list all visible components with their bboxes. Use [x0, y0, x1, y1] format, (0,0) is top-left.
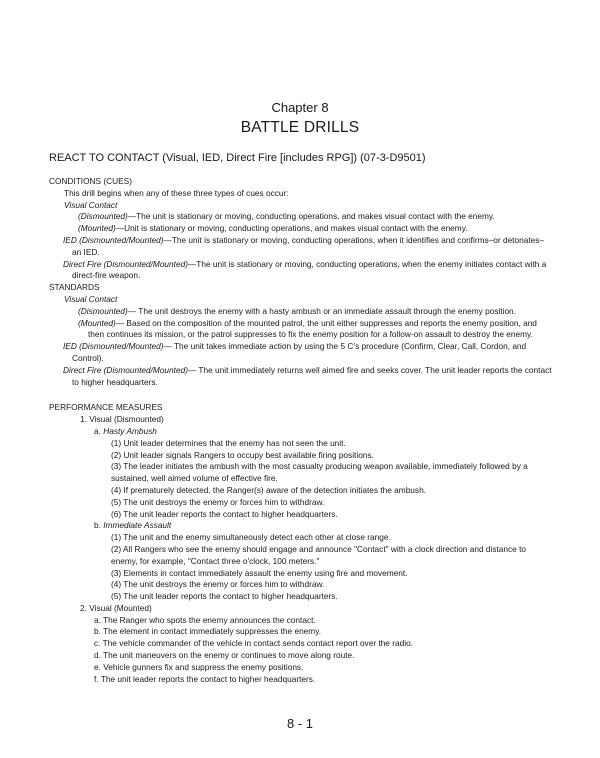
chapter-title: BATTLE DRILLS: [240, 119, 360, 136]
hasty-ambush-label: Hasty Ambush: [103, 425, 157, 436]
conditions-visual-label: Visual Contact: [64, 199, 118, 210]
conditions-intro: This drill begins when any of these three types of cues occur:: [64, 187, 289, 198]
standards-direct-fire: [0, 365, 552, 389]
page-number: 8 - 1: [286, 716, 313, 731]
list-item: (3) The leader initiates the ambush with the most casualty producing weapon available, immediately followed by a sustained, well aimed volume of effective fire.: [111, 461, 528, 484]
performance-heading: PERFORMANCE MEASURES: [49, 402, 163, 413]
chapter-label: Chapter 8: [271, 100, 329, 115]
immediate-assault-heading: [0, 520, 600, 532]
standards-visual-label: Visual Contact: [64, 293, 118, 304]
conditions-visual-mounted: [0, 223, 543, 235]
standards-ied: [0, 341, 552, 365]
list-item: (6) The unit leader reports the contact to higher headquarters.: [111, 508, 338, 519]
list-item: (1) Unit leader determines that the enemy has not seen the unit.: [111, 437, 346, 448]
conditions-visual-dismounted-text: —The unit is stationary or moving, conducting operations, and makes visual contact with the enemy.: [127, 211, 495, 222]
immediate-assault-label: Immediate Assault: [103, 520, 172, 531]
standards-ied-text: — The unit takes immediate action by using the 5 C’s procedure (Confirm, Clear, Call, Cordon, and Control).: [72, 341, 527, 363]
list-item: c. The vehicle commander of the vehicle in contact sends contact report over the radio.: [94, 638, 413, 649]
list-item: (5) The unit leader reports the contact to higher headquarters.: [111, 591, 338, 602]
conditions-ied-label: IED (Dismounted/Mounted): [63, 234, 164, 245]
document-body: [0, 176, 600, 685]
standards-heading: STANDARDS: [49, 282, 100, 293]
list-item: (2) Unit leader signals Rangers to occupy best available firing positions.: [111, 449, 374, 460]
list-item: e. Vehicle gunners fix and suppress the enemy positions.: [94, 661, 304, 672]
list-item: (5) The unit destroys the enemy or forces him to withdraw.: [111, 496, 325, 507]
standards-direct-fire-label: Direct Fire (Dismounted/Mounted): [63, 364, 188, 375]
standards-ied-label: IED (Dismounted/Mounted): [63, 341, 164, 352]
standards-visual-dismounted: [0, 306, 543, 318]
list-item: (4) If prematurely detected, the Ranger(s) aware of the detection initiates the ambush.: [111, 484, 426, 495]
visual-dismounted-heading: 1. Visual (Dismounted): [80, 414, 164, 425]
standards-visual-dismounted-label: (Dismounted): [78, 305, 128, 316]
conditions-visual-dismounted: [0, 211, 543, 223]
drill-title: REACT TO CONTACT (Visual, IED, Direct Fire [includes RPG]) (07-3-D9501): [49, 152, 426, 164]
standards-visual-dismounted-text: — The unit destroys the enemy with a hasty ambush or an immediate assault through the enemy position.: [127, 305, 516, 316]
list-item: a. The Ranger who spots the enemy announces the contact.: [94, 614, 316, 625]
conditions-visual-mounted-label: (Mounted): [78, 223, 116, 234]
list-item: f. The unit leader reports the contact to higher headquarters.: [94, 673, 316, 684]
conditions-ied: [0, 235, 552, 259]
conditions-direct-fire-text: —The unit is stationary or moving, conducting operations, when the enemy initiates contact with a direct-fire weapon.: [72, 258, 547, 281]
conditions-visual-dismounted-label: (Dismounted): [78, 211, 128, 222]
list-item: (4) The unit destroys the enemy or forces him to withdraw.: [111, 579, 325, 590]
conditions-direct-fire-label: Direct Fire (Dismounted/Mounted): [63, 258, 188, 269]
conditions-direct-fire: [0, 259, 552, 283]
list-item: b. The element in contact immediately suppresses the enemy.: [94, 626, 322, 637]
immediate-assault-prefix: b.: [94, 520, 104, 531]
visual-mounted-heading: 2. Visual (Mounted): [80, 602, 152, 613]
list-item: d. The unit maneuvers on the enemy or continues to move along route.: [94, 650, 355, 661]
standards-visual-mounted-label: (Mounted): [78, 317, 116, 328]
conditions-visual-mounted-text: —Unit is stationary or moving, conducting operations, and makes visual contact with the enemy.: [115, 223, 468, 234]
list-item: (2) All Rangers who see the enemy should engage and announce "Contact" with a clock direction and distance to enemy, for example, "Contact three o'clock, 100 meters.": [111, 543, 526, 566]
hasty-ambush-heading: [0, 426, 600, 438]
standards-direct-fire-text: — The unit immediately returns well aimed fire and seeks cover. The unit leader reports the contact to higher headquarters.: [72, 364, 552, 387]
list-item: (3) Elements in contact immediately assault the enemy using fire and movement.: [111, 567, 408, 578]
standards-visual-mounted: [0, 318, 543, 342]
conditions-ied-text: —The unit is stationary or moving, conducting operations, when it identifies and confirms–or detonates–an IED.: [72, 234, 545, 257]
hasty-ambush-prefix: a.: [94, 425, 104, 436]
standards-visual-mounted-text: — Based on the composition of the mounted patrol, the unit either suppresses and reports the enemy position, and then continues its mission, or the patrol suppresses to fix the enemy position for a follow-on assault to destroy the enemy.: [88, 317, 537, 340]
conditions-heading: CONDITIONS (CUES): [49, 176, 132, 186]
list-item: (1) The unit and the enemy simultaneously detect each other at close range.: [111, 532, 391, 543]
